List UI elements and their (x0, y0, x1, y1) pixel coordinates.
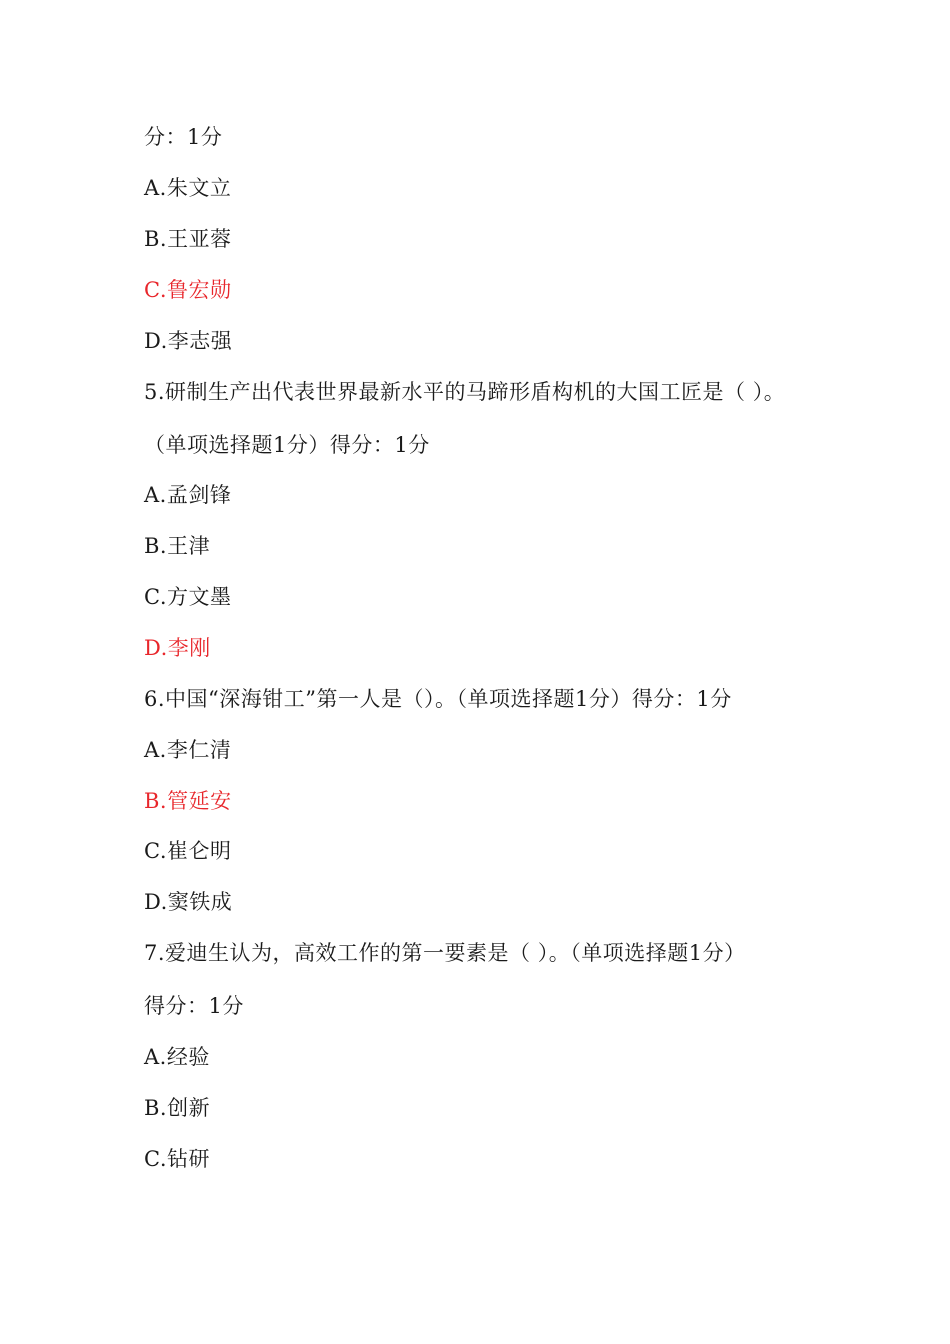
question-7: 7.爱迪生认为，高效工作的第一要素是（ ）。（单项选择题1分） (144, 941, 746, 965)
score-line-q4: 分：1分 (144, 125, 223, 149)
question-5: 5.研制生产出代表世界最新水平的马蹄形盾构机的大国工匠是（ ）。 (144, 380, 786, 404)
option-q5-b: B.王津 (144, 534, 211, 558)
option-q6-d: D.窦铁成 (144, 890, 233, 914)
score-line-q7: 得分：1分 (144, 994, 244, 1018)
option-q6-a: A.李仁清 (144, 738, 232, 762)
option-q7-c: C.钻研 (144, 1147, 210, 1171)
option-q7-b: B.创新 (144, 1096, 211, 1120)
option-q5-d-correct: D.李刚 (144, 636, 211, 660)
option-q4-b: B.王亚蓉 (144, 227, 232, 251)
score-line-q5: （单项选择题1分）得分：1分 (144, 433, 430, 457)
option-q4-d: D.李志强 (144, 329, 233, 353)
option-q6-c: C.崔仑明 (144, 839, 232, 863)
option-q5-a: A.孟剑锋 (144, 483, 232, 507)
option-q4-a: A.朱文立 (144, 176, 232, 200)
option-q6-b-correct: B.管延安 (144, 789, 232, 813)
option-q4-c-correct: C.鲁宏勋 (144, 278, 232, 302)
question-6: 6.中国“深海钳工”第一人是（）。（单项选择题1分）得分：1分 (144, 687, 732, 711)
option-q7-a: A.经验 (144, 1045, 210, 1069)
option-q5-c: C.方文墨 (144, 585, 232, 609)
